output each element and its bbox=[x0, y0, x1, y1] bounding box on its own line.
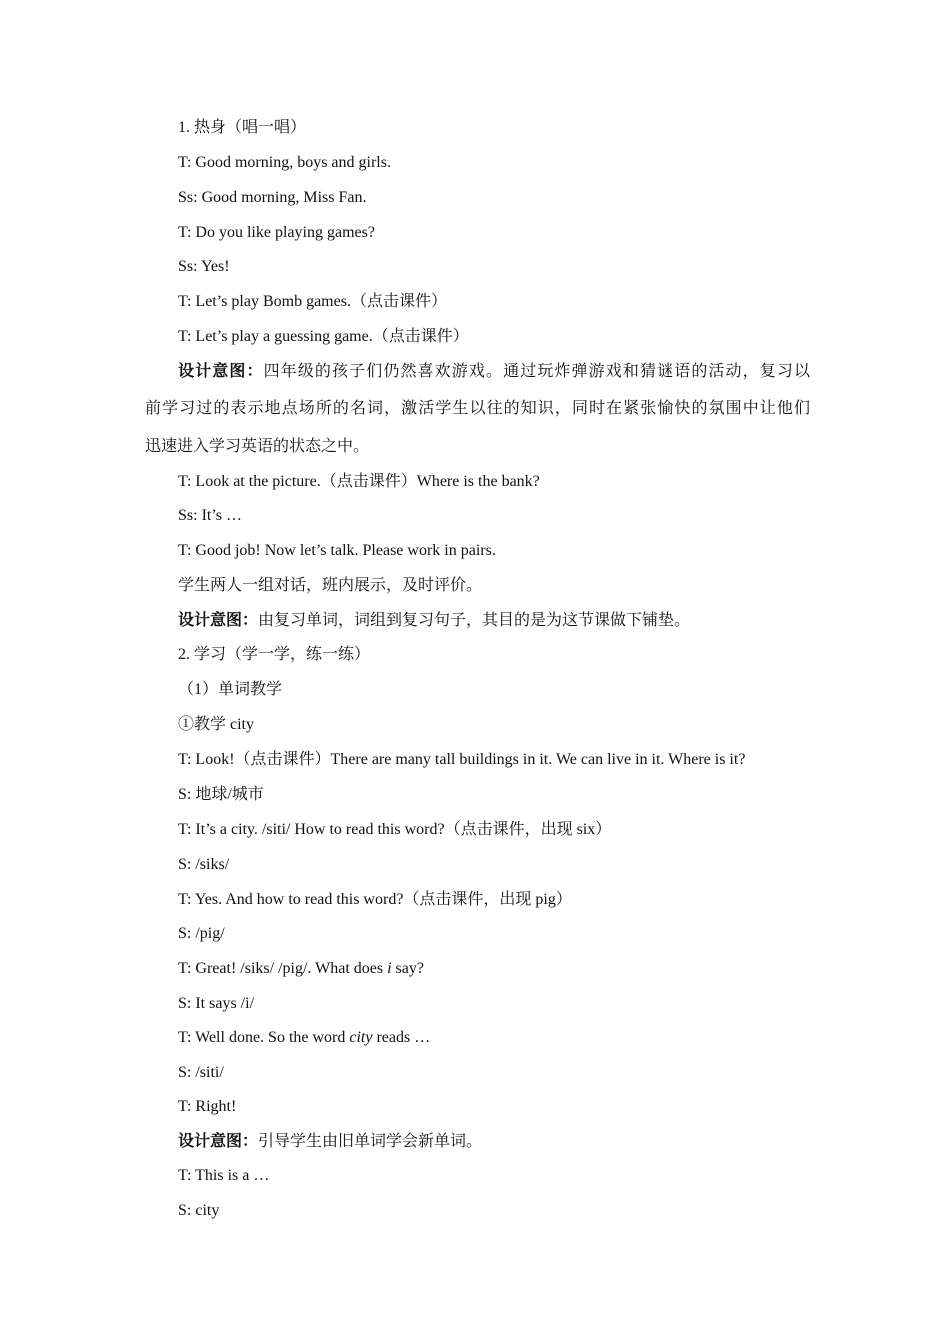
dialogue-line: T: Do you like playing games? bbox=[178, 224, 375, 241]
dialogue-line: Ss: Good morning, Miss Fan. bbox=[178, 189, 367, 206]
dialogue-line: T: Look!（点击课件）There are many tall buildings in it. We can live in it. Where is it? bbox=[178, 751, 746, 768]
dialogue-line: S: 地球/城市 bbox=[178, 786, 264, 803]
dialogue-line: T: Good morning, boys and girls. bbox=[178, 154, 391, 171]
dialogue-line: S: city bbox=[178, 1202, 220, 1219]
dialogue-line: T: Look at the picture.（点击课件）Where is the bank? bbox=[178, 473, 540, 490]
design-intent-label: 设计意图： bbox=[178, 363, 264, 380]
dialogue-line: S: /siks/ bbox=[178, 856, 230, 873]
subsection-heading: ①教学 city bbox=[178, 716, 254, 733]
design-intent-paragraph bbox=[178, 1132, 482, 1152]
section-heading-learn: 2. 学习（学一学，练一练） bbox=[178, 646, 371, 663]
instruction-line: 学生两人一组对话，班内展示，及时评价。 bbox=[178, 577, 483, 594]
dialogue-line: T: It’s a city. /siti/ How to read this word?（点击课件，出现 six） bbox=[178, 821, 612, 838]
dialogue-line: Ss: Yes! bbox=[178, 258, 230, 275]
design-intent-paragraph bbox=[178, 362, 810, 382]
italic-word: i bbox=[387, 960, 392, 977]
italic-word: city bbox=[349, 1029, 373, 1046]
dialogue-line: T: Yes. And how to read this word?（点击课件，出现 pig） bbox=[178, 891, 572, 908]
design-intent-paragraph bbox=[178, 611, 690, 631]
text-segment: reads … bbox=[372, 1029, 431, 1046]
dialogue-line: T: This is a … bbox=[178, 1167, 270, 1184]
text-segment: say? bbox=[391, 960, 424, 977]
design-intent-text: 四年级的孩子们仍然喜欢游戏。通过玩炸弹游戏和猜谜语的活动，复习以 bbox=[263, 363, 810, 380]
dialogue-line: T: Good job! Now let’s talk. Please work in pairs. bbox=[178, 542, 496, 559]
dialogue-line: S: It says /i/ bbox=[178, 995, 255, 1012]
design-intent-text: 迅速进入学习英语的状态之中。 bbox=[145, 438, 370, 455]
dialogue-line: T: Right! bbox=[178, 1098, 237, 1115]
design-intent-text: 引导学生由旧单词学会新单词。 bbox=[258, 1133, 483, 1150]
design-intent-label: 设计意图： bbox=[178, 612, 259, 629]
design-intent-text: 由复习单词，词组到复习句子，其目的是为这节课做下铺垫。 bbox=[258, 612, 691, 629]
dialogue-line: Ss: It’s … bbox=[178, 507, 243, 524]
text-segment: T: Well done. So the word bbox=[178, 1029, 350, 1046]
dialogue-line: S: /pig/ bbox=[178, 925, 225, 942]
design-intent-label: 设计意图： bbox=[178, 1133, 259, 1150]
dialogue-line: T: Let’s play Bomb games.（点击课件） bbox=[178, 293, 447, 310]
text-segment: T: Great! /siks/ /pig/. What does bbox=[178, 960, 388, 977]
section-heading-warmup: 1. 热身（唱一唱） bbox=[178, 119, 307, 136]
dialogue-line bbox=[178, 1028, 430, 1048]
dialogue-line: T: Let’s play a guessing game.（点击课件） bbox=[178, 328, 469, 345]
subsection-heading: （1）单词教学 bbox=[178, 681, 283, 698]
design-intent-text: 前学习过的表示地点场所的名词，激活学生以往的知识，同时在紧张愉快的氛围中让他们 bbox=[145, 400, 810, 417]
dialogue-line bbox=[178, 959, 424, 979]
dialogue-line: S: /siti/ bbox=[178, 1064, 224, 1081]
